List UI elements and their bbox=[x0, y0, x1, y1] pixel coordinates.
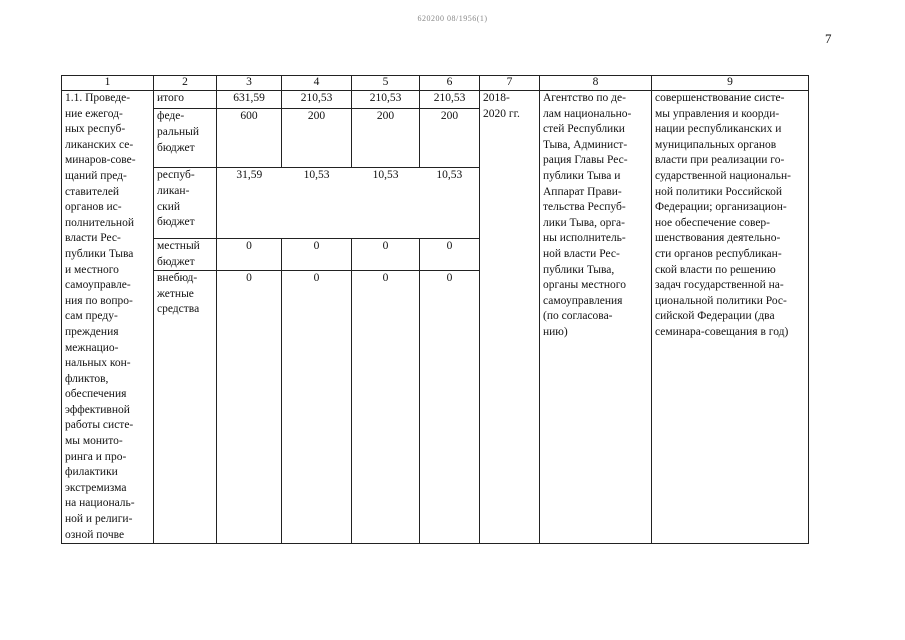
value-cell: 0 bbox=[282, 271, 352, 544]
value-cell: 200 bbox=[420, 109, 480, 168]
result-cell: совершенствование систе- мы управления и коорди- нации республиканских и муниципальных органов власти при реализации го- сударственной национальн- ной политики Российской Федерации; организацион- ное обеспечение совер- шенствования деятельно- сти органов республикан- ской власти по решению задач государственной на- циональной политики Рос- сийской Федерации (два семинара-совещания в год) bbox=[652, 91, 809, 544]
period-cell: 2018- 2020 гг. bbox=[480, 91, 540, 544]
column-header: 1 bbox=[62, 76, 154, 91]
measure-description: 1.1. Проведе- ние ежегод- ных респуб- ликанских се- минаров-сове- щаний пред- ставителей органов ис- полнительной власти Рес- публики Тыва и местного самоуправле- ния по вопро- сам преду- преждения межнацио- нальных кон- фликтов, обеспечения эффективной работы систе- мы монито- ринга и про- филактики экстремизма на националь- ной и религи- озной почве bbox=[62, 91, 154, 544]
value-cell: 0 bbox=[352, 271, 420, 544]
program-table bbox=[61, 75, 809, 544]
executors-cell: Агентство по де- лам национально- стей Республики Тыва, Админист- рация Главы Рес- публики Тыва и Аппарат Прави- тельства Респуб- лики Тыва, орга- ны исполнитель- ной власти Рес- публики Тыва, органы местного самоуправления (по согласова- нию) bbox=[540, 91, 652, 544]
value-cell: 0 bbox=[282, 239, 352, 271]
value-cell: 200 bbox=[352, 109, 420, 168]
funding-source: местный бюджет bbox=[154, 239, 217, 271]
funding-source: итого bbox=[154, 91, 217, 109]
value-cell: 10,53 bbox=[420, 168, 480, 239]
column-header: 8 bbox=[540, 76, 652, 91]
value-cell: 0 bbox=[420, 271, 480, 544]
value-cell: 0 bbox=[352, 239, 420, 271]
column-header: 5 bbox=[352, 76, 420, 91]
column-header: 9 bbox=[652, 76, 809, 91]
value-cell: 200 bbox=[282, 109, 352, 168]
column-header: 3 bbox=[217, 76, 282, 91]
value-cell: 0 bbox=[420, 239, 480, 271]
value-cell: 600 bbox=[217, 109, 282, 168]
column-header: 4 bbox=[282, 76, 352, 91]
value-cell: 210,53 bbox=[352, 91, 420, 109]
column-header: 2 bbox=[154, 76, 217, 91]
value-cell: 10,53 bbox=[282, 168, 352, 239]
page-number: 7 bbox=[825, 31, 832, 46]
column-header: 6 bbox=[420, 76, 480, 91]
value-cell: 10,53 bbox=[352, 168, 420, 239]
value-cell: 0 bbox=[217, 239, 282, 271]
funding-source: феде- ральный бюджет bbox=[154, 109, 217, 168]
column-header: 7 bbox=[480, 76, 540, 91]
value-cell: 210,53 bbox=[420, 91, 480, 109]
header-row bbox=[62, 76, 809, 91]
funding-source: респуб- ликан- ский бюджет bbox=[154, 168, 217, 239]
funding-source: внебюд- жетные средства bbox=[154, 271, 217, 544]
value-cell: 210,53 bbox=[282, 91, 352, 109]
table-row bbox=[62, 91, 809, 109]
value-cell: 0 bbox=[217, 271, 282, 544]
value-cell: 631,59 bbox=[217, 91, 282, 109]
document-stamp: 620200 08/1956(1) bbox=[417, 14, 488, 23]
value-cell: 31,59 bbox=[217, 168, 282, 239]
